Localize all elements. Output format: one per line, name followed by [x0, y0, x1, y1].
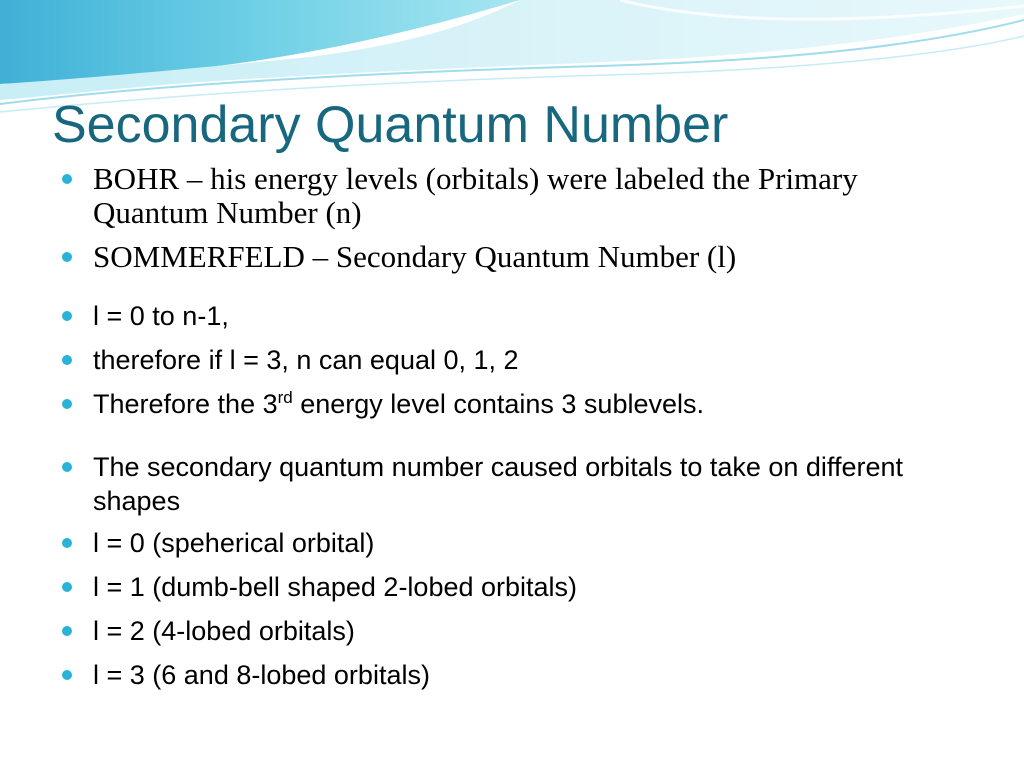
slide-title: Secondary Quantum Number: [52, 96, 729, 154]
bullet-text: The secondary quantum number caused orbitals to take on different shapes: [93, 452, 903, 516]
bullet-item: [62, 450, 962, 518]
bullet-text: l = 3 (6 and 8-lobed orbitals): [93, 660, 430, 690]
bullet-dot-icon: [62, 582, 72, 592]
bullet-item: [62, 614, 962, 648]
bullet-text: l = 0 (speherical orbital): [93, 528, 375, 558]
bullet-list: [62, 162, 962, 692]
bullet-dot-icon: [62, 399, 72, 409]
bullet-dot-icon: [62, 355, 72, 365]
bullet-dot-icon: [62, 462, 72, 472]
bullet-text: therefore if l = 3, n can equal 0, 1, 2: [93, 345, 519, 375]
bullet-dot-icon: [62, 252, 72, 262]
bullet-dot-icon: [62, 670, 72, 680]
bullet-item: [62, 658, 962, 692]
bullet-text: l = 0 to n-1,: [93, 301, 229, 331]
bullet-item: [62, 526, 962, 560]
bullet-text: SOMMERFELD – Secondary Quantum Number (l): [93, 239, 737, 274]
bullet-item: [62, 162, 962, 230]
bullet-text: l = 1 (dumb-bell shaped 2-lobed orbitals): [93, 572, 578, 602]
bullet-item: [62, 299, 962, 333]
bullet-dot-icon: [62, 311, 72, 321]
bullet-item: [62, 240, 962, 274]
superscript: rd: [277, 388, 293, 407]
bullet-item: [62, 343, 962, 377]
bullet-item: [62, 387, 962, 421]
bullet-dot-icon: [62, 174, 72, 184]
bullet-text: BOHR – his energy levels (orbitals) were labeled the Primary Quantum Number (n): [93, 161, 858, 230]
bullet-dot-icon: [62, 626, 72, 636]
bullet-item: [62, 570, 962, 604]
bullet-dot-icon: [62, 538, 72, 548]
bullet-text: Therefore the 3rd energy level contains 3 sublevels.: [93, 388, 704, 419]
bullet-text: l = 2 (4-lobed orbitals): [93, 616, 355, 646]
